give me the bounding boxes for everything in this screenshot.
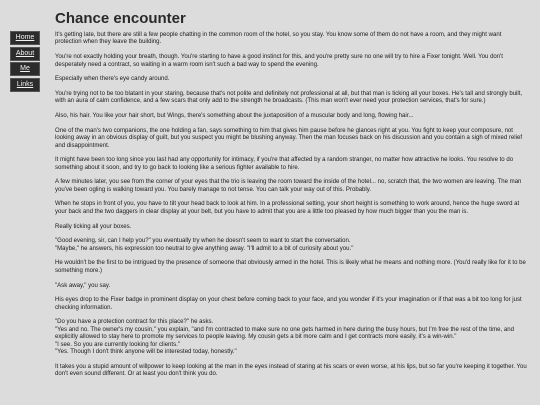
story-paragraph: When he stops in front of you, you have to tilt your head back to look at him. In a professional setting, your short height is something to work around, hence the huge sword at your back and the two daggers in clear display at your belt, but you have to admit that you are a little too pleased by how much bigger than you the man is.	[55, 201, 520, 215]
dialogue-line: "Good evening, sir, can I help you?" you eventually try when he doesn't seem to want to start the conversation.	[55, 238, 351, 245]
story-paragraph: He wouldn't be the first to be intrigued by the presence of someone that obviously armed in the hotel. This is likely what he means and nothing more. (You'd really like for it to be something more.)	[55, 260, 526, 274]
story-paragraph: It's getting late, but there are still a few people chatting in the common room of the hotel, so you stay. You know some of them do not have a room, and they might want protection when they leave the building.	[55, 32, 502, 46]
story-text: hair short, but Wings, there's something about the juxtaposition of a muscular body and long, flowing hair...	[126, 113, 414, 120]
story-text: Also, his hair. You like	[55, 113, 116, 120]
nav-link-links[interactable]: Links	[10, 78, 40, 92]
dialogue-line: "Do you have a protection contract for this place?" he asks.	[55, 319, 214, 326]
dialogue-line: "Maybe," he answers, his expression too neutral to give anything away. "I'll admit to a bit of curiosity about you."	[55, 245, 354, 252]
site-navigation	[10, 31, 40, 93]
story-title: Chance encounter	[55, 10, 186, 27]
story-paragraph: "Ask away," you say.	[55, 282, 111, 289]
story-paragraph: It takes you a stupid amount of willpower to keep looking at the man in the eyes instead of staring at his scars or even worse, at his lips, but so far you're keeping it together. You don't even sound different. Or at least you don't think you do.	[55, 363, 527, 378]
emphasized-text: your	[115, 113, 127, 120]
story-paragraph	[55, 113, 527, 120]
dialogue-paragraph	[55, 319, 527, 356]
nav-link-home[interactable]: Home	[10, 31, 40, 45]
dialogue-line: "Yes and no. The owner's my cousin," you explain, "and I'm contracted to make sure no one gets harmed in here during the busy hours, but I'm free the rest of the time, and explicitly allowed to stay here to promote my services to people leaving. My cousin gets a bit more calm and I get contracts more easily, it's a win-win."	[55, 326, 514, 341]
story-paragraph: A few minutes later, you see from the corner of your eyes that the trio is leaving the room toward the inside of the hotel... no, scratch that, the two women are leaving. The man you've been ogling is walking toward you. You barely manage to not tense. You can talk your way out of this. Probably.	[55, 179, 522, 193]
dialogue-paragraph	[55, 238, 527, 253]
story-paragraph: His eyes drop to the Fixer badge in prominent display on your chest before coming back to your face, and you wonder if it's your imagination or if that was a bit too long for just checking information.	[55, 297, 522, 311]
dialogue-line: "I see. So you are currently looking for clients."	[55, 341, 180, 348]
story-paragraph: You're trying not to be too blatant in your staring, because that's not polite and definitely not professional at all, but that man is ticking all your boxes. He's tall and strongly built, with an aura of calm confidence, and a few scars that only add to the strength he broadcasts. (This man won't ever need your protection services, that's for sure.)	[55, 90, 523, 105]
dialogue-line: "Yes. Though I don't think anyone will be interested today, honestly."	[55, 348, 237, 355]
story-paragraph: You're not exactly holding your breath, though. You're starting to have a good instinct for this, and you're pretty sure no one will try to hire a Fixer tonight. Well. You don't desperately need a contract, so waiting in a warm room isn't such a bad way to spend the evening.	[55, 54, 503, 68]
story-paragraph: Especially when there's eye candy around.	[55, 76, 170, 83]
nav-link-about[interactable]: About	[10, 47, 40, 61]
story-paragraph: It might have been too long since you last had any opportunity for intimacy, if you're that affected by a random stranger, no matter how attractive he looks. You resolve to do something about it soon, and try to go back to looking like a serious fighter available to hire.	[55, 157, 514, 171]
story-paragraph: One of the man's two companions, the one holding a fan, says something to him that gives him pause before he glances right at you. You fight to keep your composure, not looking away in an obvious display of guilt, but you suspect you might be blushing anyway. Then the man focuses back on his discussion and you contain a sigh of mixed relief and disappointment.	[55, 127, 523, 149]
story-content	[55, 10, 527, 386]
nav-link-me[interactable]: Me	[10, 62, 40, 76]
story-paragraph: Really ticking all your boxes.	[55, 223, 132, 230]
